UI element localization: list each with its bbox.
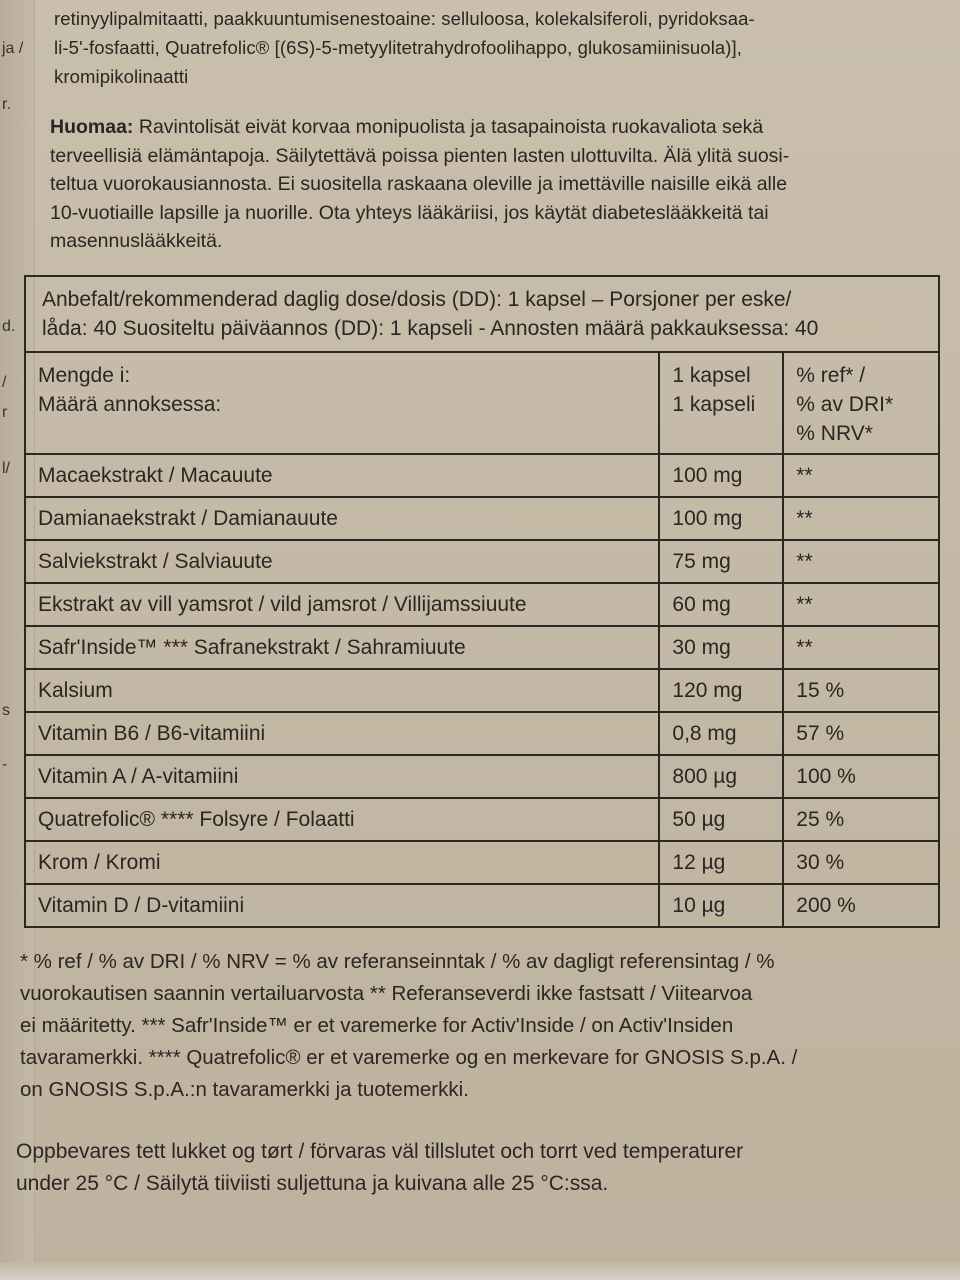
- column-header-line: 1 kapsel: [672, 364, 751, 387]
- column-header-line: % ref* /: [796, 364, 866, 387]
- table-row: [25, 669, 939, 712]
- note-line: 10-vuotiaille lapsille ja nuorille. Ota yhteys lääkäriisi, jos käytät diabeteslääkkeitä tai: [50, 201, 769, 224]
- nutrition-table: [24, 275, 940, 928]
- table-row: [25, 626, 939, 669]
- column-header-reference: [783, 352, 939, 454]
- table-row: [25, 841, 939, 884]
- column-header-line: % av DRI*: [796, 393, 894, 416]
- ingredients-line: kromipikolinaatti: [54, 66, 189, 87]
- ingredient-reference: 57 %: [783, 712, 939, 755]
- note-line: masennuslääkkeitä.: [50, 230, 223, 252]
- ingredient-amount: 12 µg: [659, 841, 783, 884]
- column-header-line: % NRV*: [796, 422, 873, 445]
- ingredient-reference: 25 %: [783, 798, 939, 841]
- column-header-name: [25, 352, 659, 454]
- ingredient-name: Macaekstrakt / Macauute: [25, 454, 659, 497]
- ingredient-name: Vitamin D / D-vitamiini: [25, 884, 659, 927]
- ingredient-reference: 15 %: [783, 669, 939, 712]
- ingredient-name: Vitamin B6 / B6-vitamiini: [25, 712, 659, 755]
- ingredient-name: Damianaekstrakt / Damianauute: [25, 497, 659, 540]
- footnote-line: ei määritetty. *** Safr'Inside™ er et varemerke for Activ'Inside / on Activ'Insiden: [20, 1014, 734, 1037]
- table-row: [25, 884, 939, 927]
- ingredient-amount: 0,8 mg: [659, 712, 783, 755]
- ingredient-amount: 100 mg: [659, 454, 783, 497]
- ingredient-name: Kalsium: [25, 669, 659, 712]
- footnote-line: tavaramerkki. **** Quatrefolic® er et varemerke og en merkevare for GNOSIS S.p.A. /: [20, 1046, 798, 1069]
- footnote-line: vuorokautisen saannin vertailuarvosta ** Referanseverdi ikke fastsatt / Viitearvoa: [20, 982, 753, 1005]
- dose-header-row: [25, 276, 939, 352]
- ingredient-reference: 100 %: [783, 755, 939, 798]
- warning-note: [50, 113, 930, 256]
- margin-fragment: d.: [2, 318, 16, 335]
- ingredient-amount: 60 mg: [659, 583, 783, 626]
- ingredient-amount: 30 mg: [659, 626, 783, 669]
- ingredient-name: Safr'Inside™ *** Safranekstrakt / Sahramiuute: [25, 626, 659, 669]
- table-row: [25, 583, 939, 626]
- ingredient-amount: 800 µg: [659, 755, 783, 798]
- footnote-line: on GNOSIS S.p.A.:n tavaramerkki ja tuotemerkki.: [20, 1078, 469, 1101]
- ingredient-reference: **: [783, 454, 939, 497]
- ingredient-amount: 120 mg: [659, 669, 783, 712]
- table-row: [25, 712, 939, 755]
- column-header-row: [25, 352, 939, 454]
- table-row: [25, 540, 939, 583]
- ingredient-reference: 30 %: [783, 841, 939, 884]
- ingredients-text: [54, 4, 934, 91]
- ingredient-name: Ekstrakt av vill yamsrot / vild jamsrot / Villijamssiuute: [25, 583, 659, 626]
- ingredient-reference: **: [783, 583, 939, 626]
- ingredient-name: Vitamin A / A-vitamiini: [25, 755, 659, 798]
- ingredient-amount: 100 mg: [659, 497, 783, 540]
- ingredient-name: Quatrefolic® **** Folsyre / Folaatti: [25, 798, 659, 841]
- ingredient-reference: 200 %: [783, 884, 939, 927]
- ingredients-line: retinyylipalmitaatti, paakkuuntumisenestoaine: selluloosa, kolekalsiferoli, pyridoksaa-: [54, 8, 755, 29]
- column-header-line: Määrä annoksessa:: [38, 393, 222, 416]
- margin-fragment: -: [2, 756, 8, 773]
- storage-line: under 25 °C / Säilytä tiiviisti suljettuna ja kuivana alle 25 °C:ssa.: [16, 1172, 609, 1195]
- table-row: [25, 497, 939, 540]
- margin-fragment: r: [2, 404, 8, 421]
- footnote-text: [20, 946, 940, 1106]
- margin-fragment: r.: [2, 96, 11, 113]
- ingredient-amount: 50 µg: [659, 798, 783, 841]
- dose-header-line: låda: 40 Suositeltu päiväannos (DD): 1 kapseli - Annosten määrä pakkauksessa: 40: [42, 317, 819, 340]
- column-header-line: Mengde i:: [38, 364, 131, 387]
- footnote-line: * % ref / % av DRI / % NRV = % av referanseinntak / % av dagligt referensintag / %: [20, 950, 775, 973]
- ingredient-amount: 75 mg: [659, 540, 783, 583]
- table-row: [25, 798, 939, 841]
- note-line: teltua vuorokausiannosta. Ei suositella raskaana oleville ja imettäville naisille eikä alle: [50, 173, 788, 195]
- table-row: [25, 755, 939, 798]
- column-header-amount: [659, 352, 783, 454]
- ingredient-name: Salviekstrakt / Salviauute: [25, 540, 659, 583]
- package-bottom-edge: [0, 1262, 960, 1280]
- dose-header-cell: [25, 276, 939, 352]
- ingredient-reference: **: [783, 626, 939, 669]
- column-header-line: 1 kapseli: [672, 393, 756, 416]
- note-line: Ravintolisät eivät korvaa monipuolista ja tasapainoista ruokavaliota sekä: [133, 116, 764, 138]
- table-row: [25, 454, 939, 497]
- storage-line: Oppbevares tett lukket og tørt / förvaras väl tillslutet och torrt ved temperaturer: [16, 1140, 744, 1163]
- note-label: Huomaa:: [50, 116, 134, 138]
- margin-fragment: ja /: [2, 40, 24, 57]
- ingredient-reference: **: [783, 497, 939, 540]
- note-line: terveellisiä elämäntapoja. Säilytettävä poissa pienten lasten ulottuvilta. Älä ylitä suosi-: [50, 144, 790, 167]
- storage-instructions: [16, 1136, 936, 1200]
- margin-fragment: s: [2, 702, 10, 719]
- ingredients-line: li-5'-fosfaatti, Quatrefolic® [(6S)-5-metyylitetrahydrofoolihappo, glukosamiinisuola)],: [54, 37, 743, 58]
- ingredient-amount: 10 µg: [659, 884, 783, 927]
- margin-fragment: /: [2, 374, 7, 391]
- ingredient-name: Krom / Kromi: [25, 841, 659, 884]
- ingredient-reference: **: [783, 540, 939, 583]
- dose-header-line: Anbefalt/rekommenderad daglig dose/dosis (DD): 1 kapsel – Porsjoner per eske/: [42, 288, 792, 311]
- margin-fragment: l/: [2, 460, 10, 477]
